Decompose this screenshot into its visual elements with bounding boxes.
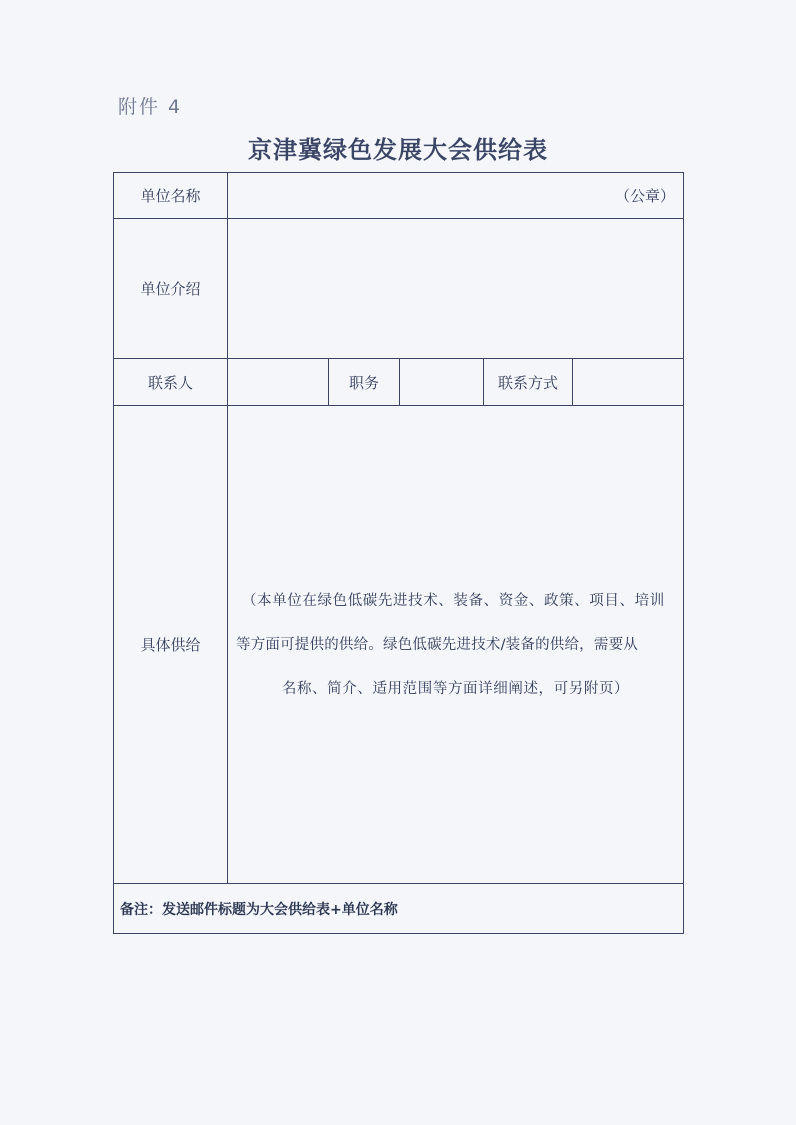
note-text: 备注：发送邮件标题为大会供给表+单位名称	[120, 901, 398, 918]
annex-label: 附件 4	[118, 96, 183, 118]
unit-intro-field[interactable]	[228, 219, 683, 358]
unit-name-label: 单位名称	[114, 173, 228, 218]
page-title: 京津冀绿色发展大会供给表	[248, 135, 548, 164]
seal-note: （公章）	[614, 187, 675, 205]
row-unit-name	[114, 173, 683, 219]
supply-instructions-line-1: （本单位在绿色低碳先进技术、装备、资金、政策、项目、培训	[242, 592, 665, 609]
supply-instructions-line-2: 等方面可提供的供给。绿色低碳先进技术/装备的供给，需要从	[236, 636, 638, 653]
contact-method-field[interactable]	[573, 359, 683, 405]
contact-label: 联系人	[114, 359, 228, 405]
row-contact	[114, 359, 683, 406]
supply-label: 具体供给	[114, 406, 228, 883]
row-specific-supply	[114, 406, 683, 884]
supply-form-table	[113, 172, 684, 934]
unit-intro-label: 单位介绍	[114, 219, 228, 358]
contact-method-label: 联系方式	[484, 359, 573, 405]
supply-instructions-line-3: 名称、简介、适用范围等方面详细阐述，可另附页）	[281, 680, 630, 697]
row-note	[114, 884, 683, 933]
position-field[interactable]	[400, 359, 484, 405]
contact-field[interactable]	[228, 359, 329, 405]
position-label: 职务	[329, 359, 400, 405]
row-unit-intro	[114, 219, 683, 359]
supply-field[interactable]	[228, 406, 683, 883]
